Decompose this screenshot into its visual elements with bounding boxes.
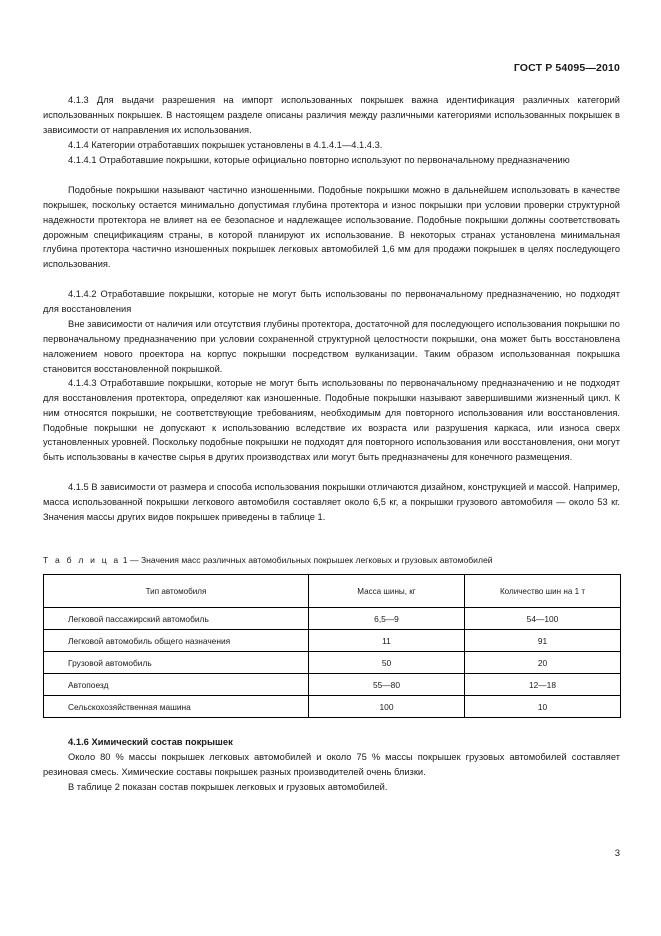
paragraph-text: Около 80 % массы покрышек легковых автомобилей и около 75 % массы покрышек грузовых автомобилей составляет резиновая смесь. Химические составы покрышек разных производителей очень близки. [43, 751, 620, 777]
table-1-wrapper [43, 574, 620, 718]
column-header-vehicle-type: Тип автомобиля [44, 575, 309, 608]
table-caption-number: 1 [122, 555, 128, 565]
column-header-tire-mass: Масса шины, кг [309, 575, 465, 608]
paragraph-4-1-4 [43, 138, 620, 153]
document-standard-header: ГОСТ Р 54095—2010 [513, 62, 620, 74]
column-header-tire-count: Количество шин на 1 т [465, 575, 621, 608]
paragraph-4-1-4-1 [43, 153, 620, 168]
cell-vehicle-type: Автопоезд [44, 674, 309, 696]
paragraph-text: Вне зависимости от наличия или отсутствия глубины протектора, достаточной для последующего использования покрышки по первоначальному предназначению при условии сохраненной структурной целостности покрышки, она может быть восстановлена наложением нового проектора на корпус покрышки посредством вулканизации. Таким образом использованная покрышка становится восстановленной покрышкой. [43, 319, 620, 374]
table-head [44, 575, 621, 608]
table-header-row [44, 575, 621, 608]
paragraph-text: В таблице 2 показан состав покрышек легковых и грузовых автомобилей. [68, 781, 388, 792]
paragraph-text: 4.1.4.3 Отработавшие покрышки, которые не могут быть использованы по первоначальному предназначению и не подходят для восстановления протектора, определяют как изношенные. Подобные покрышки называют завершившими жизненный цикл. К ним относятся покрышки, не соответствующие требованиям, необходимым для повторного использования или восстановления. Подобные покрышки не допускают к использованию вследствие их возраста или разрушения каркаса, или износа сверх установленных уровней. Поскольку подобные покрышки не подходят для повторного использования или восстановления, они могут быть использованы в качестве сырья в других производствах или могут быть предназначены для конечного размещения. [43, 378, 620, 463]
cell-tire-mass: 100 [309, 696, 465, 718]
page-number: 3 [614, 848, 620, 859]
cell-tire-mass: 6,5—9 [309, 608, 465, 630]
table-row [44, 652, 621, 674]
cell-tire-mass: 55—80 [309, 674, 465, 696]
cell-tire-count: 12—18 [465, 674, 621, 696]
paragraph-text: 4.1.4 Категории отработавших покрышек установлены в 4.1.4.1—4.1.4.3. [68, 140, 383, 150]
table-caption-text: — Значения масс различных автомобильных покрышек легковых и грузовых автомобилей [129, 555, 493, 565]
cell-tire-count: 20 [465, 652, 621, 674]
section-4-1-6 [43, 735, 620, 794]
cell-tire-mass: 11 [309, 630, 465, 652]
table-row [44, 608, 621, 630]
paragraph-text: 4.1.4.1 Отработавшие покрышки, которые официально повторно используют по первоначальному предназначению [68, 155, 570, 165]
table-row [44, 696, 621, 718]
paragraph-text: Подобные покрышки называют частично изношенными. Подобные покрышки можно в дальнейшем использовать в качестве покрышек, поскольку остается минимально допустимая глубина протектора и износ покрышки при условии проверки структурной надежности протектора не влияет на ее безопасное и надлежащее использование. Подобные покрышки должны соответствовать дорожным спецификациям страны, в которой планируют их использование. В некоторых странах установлена минимальная глубина протектора частично изношенных покрышек легковых автомобилей 1,6 мм для продажи покрышек в целях последующего использования. [43, 185, 620, 270]
paragraph-partially-worn [43, 183, 620, 272]
paragraph-4-1-4-3 [43, 376, 620, 465]
section-heading: 4.1.6 Химический состав покрышек [68, 736, 233, 747]
cell-vehicle-type: Сельскохозяйственная машина [44, 696, 309, 718]
paragraph-text: 4.1.5 В зависимости от размера и способа использования покрышки отличаются дизайном, конструкцией и массой. Например, масса использованной покрышки легкового автомобиля составляет около 6,5 кг, а покрышки грузового автомобиля — около 53 кг. Значения массы других видов покрышек приведены в таблице 1. [43, 482, 620, 522]
table-body [44, 608, 621, 718]
table-row [44, 674, 621, 696]
paragraph-4-1-5 [43, 480, 620, 525]
cell-vehicle-type: Легковой пассажирский автомобиль [44, 608, 309, 630]
table-1-caption [43, 554, 620, 566]
paragraph-retreading [43, 317, 620, 376]
table-row [44, 630, 621, 652]
table-tire-masses [43, 574, 621, 718]
cell-vehicle-type: Грузовой автомобиль [44, 652, 309, 674]
paragraph-text: 4.1.4.2 Отработавшие покрышки, которые не могут быть использованы по первоначальному предназначению, но подходят для восстановления [43, 289, 620, 314]
cell-tire-count: 54—100 [465, 608, 621, 630]
cell-tire-count: 10 [465, 696, 621, 718]
paragraph-4-1-4-2 [43, 287, 620, 317]
paragraph-4-1-3 [43, 93, 620, 138]
cell-vehicle-type: Легковой автомобиль общего назначения [44, 630, 309, 652]
table-caption-label: Т а б л и ц а [43, 555, 121, 565]
cell-tire-mass: 50 [309, 652, 465, 674]
cell-tire-count: 91 [465, 630, 621, 652]
paragraph-text: 4.1.3 Для выдачи разрешения на импорт использованных покрышек важна идентификация различных категорий использованных покрышек. В настоящем разделе описаны различия между различными категориями использованных покрышек в зависимости от направления их использования. [43, 95, 620, 135]
